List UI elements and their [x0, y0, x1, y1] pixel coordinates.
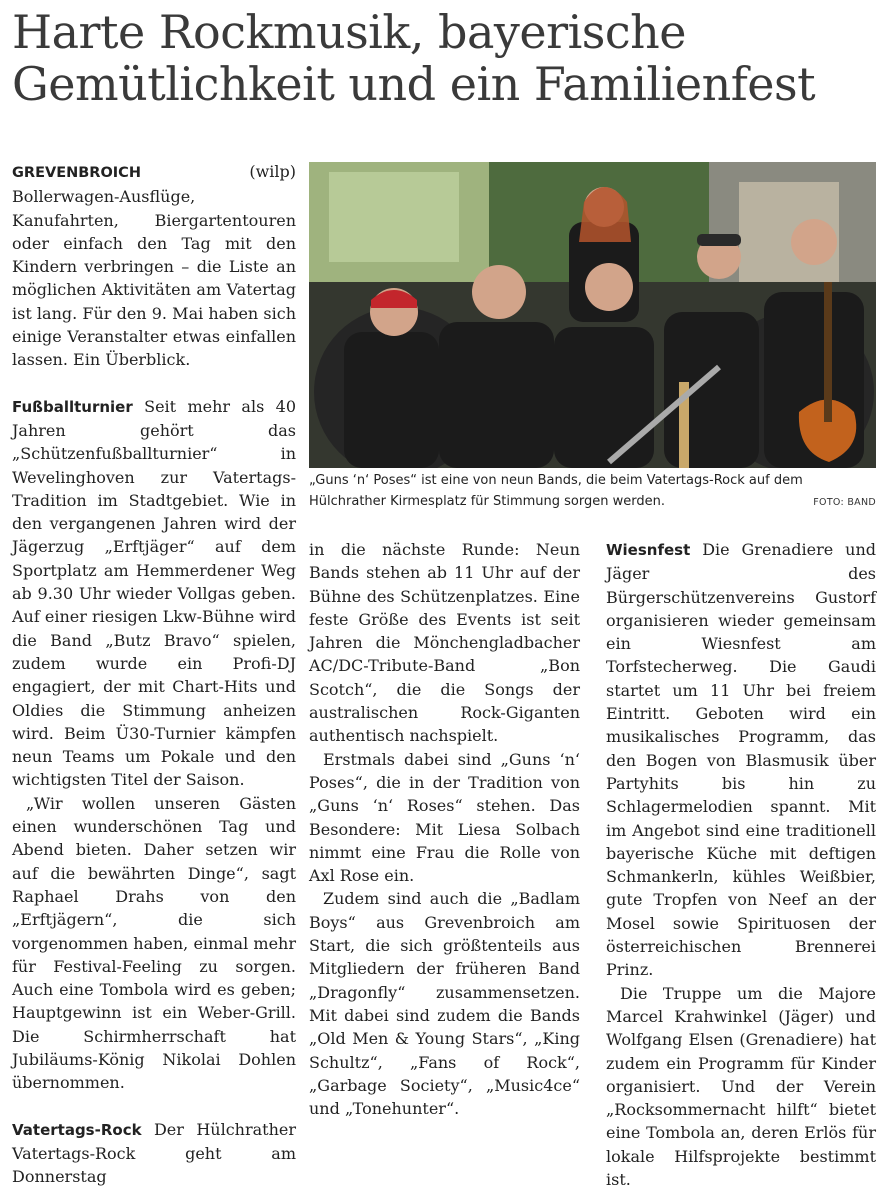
rock-heading: Vatertags-Rock — [12, 1120, 142, 1139]
intro-paragraph — [12, 160, 296, 372]
column-1 — [12, 160, 296, 1188]
wiesn-text-1: Die Grenadiere und Jäger des Bürgerschützenvereins Gustorf organisieren wieder gemeinsam ein Wiesnfest am Torfstecherweg. Die Gaudi startet um 11 Uhr bei freiem Eintritt. Geboten wird ein musikalisches Programm, das den Bogen von Blasmusik über Partyhits bis hin zu Schlagermelodien spannt. Mit im Angebot sind eine traditionell bayerische Küche mit deftigen Schmankerln, kühles Weißbier, gute Tropfen von Neef an der Mosel sowie Spirituosen der österreichischen Brennerei Prinz. — [606, 540, 876, 980]
headline-line2: Gemütlichkeit und ein Familienfest — [12, 57, 816, 111]
author-tag: (wilp) — [140, 162, 296, 181]
column-3 — [606, 538, 876, 1191]
band-photo — [309, 162, 876, 468]
intro-text: Bollerwagen-Ausflüge, Kanufahrten, Biergartentouren oder einfach den Tag mit den Kindern verbringen – die Liste an möglichen Aktivitäten am Vatertag ist lang. Für den 9. Mai haben sich einige Veranstalter etwas einfallen lassen. Ein Überblick. — [12, 187, 296, 370]
wiesn-paragraph-2: Die Truppe um die Majore Marcel Krahwinkel (Jäger) und Wolfgang Elsen (Grenadiere) hat zudem ein Programm für Kinder organisiert. Und der Verein „Rocksommernacht hilft“ bietet eine Tombola an, deren Erlös für lokale Hilfsprojekte bestimmt ist. — [606, 983, 876, 1190]
photo-credit: FOTO: BAND — [813, 497, 876, 508]
dateline: GREVENBROICH — [12, 165, 141, 181]
wiesn-heading: Wiesnfest — [606, 541, 691, 559]
rock-paragraph-2: Erstmals dabei sind „Guns ‘n‘ Poses“, die in der Tradition von „Guns ‘n‘ Roses“ stehen. Das Besondere: Mit Liesa Solbach nimmt eine Frau die Rolle von Axl Rose ein. — [309, 749, 580, 886]
headline — [12, 6, 878, 110]
column-2 — [309, 538, 580, 1120]
fussball-paragraph-1 — [12, 395, 296, 792]
rock-text-start: Der Hülchrather Vatertags-Rock geht am Donnerstag — [12, 1119, 296, 1187]
band-photo-illustration — [309, 162, 876, 468]
wiesn-paragraph-1 — [606, 538, 876, 982]
headline-line1: Harte Rockmusik, bayerische — [12, 5, 687, 59]
rock-paragraph-start — [12, 1118, 296, 1189]
rock-paragraph-3: Zudem sind auch die „Badlam Boys“ aus Grevenbroich am Start, die sich größtenteils aus Mitgliedern der früheren Band „Dragonfly“ zusammensetzen. Mit dabei sind zudem die Bands „Old Men & Young Stars“, „King Schultz“, „Fans of Rock“, „Garbage Society“, „Music4ce“ und „Tonehunter“. — [309, 889, 580, 1119]
photo-caption: „Guns ‘n‘ Poses“ ist eine von neun Bands, die beim Vatertags-Rock auf dem Hülchrather Kirmesplatz für Stimmung sorgen werden. — [309, 473, 803, 509]
fussball-text-1: Seit mehr als 40 Jahren gehört das „Schützenfußballturnier“ in Wevelinghoven zur Vatertags-Tradition im Stadtgebiet. Wie in den vergangenen Jahren wird der Jägerzug „Erftjäger“ auf dem Sportplatz am Hemmerdener Weg ab 9.30 Uhr wieder Vollgas geben. Auf einer riesigen Lkw-Bühne wird die Band „Butz Bravo“ spielen, zudem wurde ein Profi-DJ engagiert, der mit Chart-Hits und Oldies die Stimmung anheizen wird. Beim Ü30-Turnier kämpfen neun Teams um Pokale und den wichtigsten Titel der Saison. — [12, 396, 296, 790]
rock-paragraph-1: in die nächste Runde: Neun Bands stehen ab 11 Uhr auf der Bühne des Schützenplatzes. Eine feste Größe des Events ist seit Jahren die Mönchengladbacher AC/DC-Tribute-Band „Bon Scotch“, die die Songs der australischen Rock-Giganten authentisch nachspielt. — [309, 540, 580, 746]
fussball-heading: Fußballturnier — [12, 397, 133, 416]
fussball-paragraph-2: „Wir wollen unseren Gästen einen wunderschönen Tag und Abend bieten. Daher setzen wir auf die bewährten Dinge“, sagt Raphael Drahs von den „Erftjägern“, die sich vorgenommen haben, einmal mehr für Festival-Feeling zu sorgen. Auch eine Tombola wird es geben; Hauptgewinn ist ein Weber-Grill. Die Schirmherrschaft hat Jubiläums-König Nikolai Dohlen übernommen. — [12, 793, 296, 1093]
